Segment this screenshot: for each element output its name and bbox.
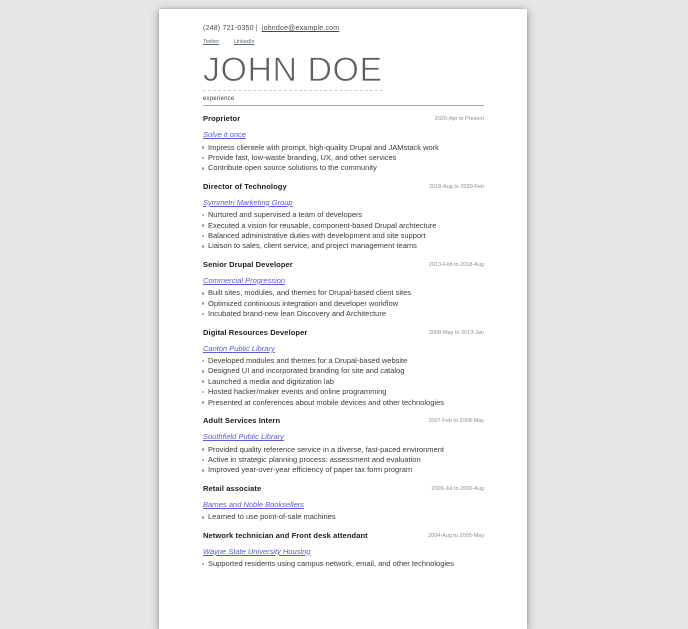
experience-entry [203, 484, 484, 523]
entry-header [203, 114, 484, 124]
job-title: Adult Services Intern [203, 416, 281, 426]
bullet-list [201, 210, 484, 252]
job-dates: 2007-Feb to 2008-May [428, 418, 484, 425]
bullet-item: Designed UI and incorporated branding for site and catalog [201, 366, 484, 376]
job-dates: 2020-Apr to Present [434, 116, 484, 122]
company-link[interactable]: Barnes and Noble Booksellers [203, 499, 304, 509]
job-dates: 2013-Feb to 2018-Aug [428, 261, 484, 268]
bullet-item: Active in strategic planning process: assessment and evaluation [201, 455, 484, 465]
experience-entry [203, 114, 484, 174]
bullet-item: Developed modules and themes for a Drupal-based website [201, 356, 484, 366]
job-dates: 2006-Jul to 2006-Aug [431, 485, 484, 492]
linkedin-link[interactable]: LinkedIn [233, 39, 255, 45]
bullet-item: Optimized continuous integration and developer workflow [201, 299, 484, 309]
job-title: Senior Drupal Developer [203, 259, 293, 269]
entry-header [203, 416, 484, 426]
bullet-list [201, 143, 484, 174]
bullet-item: Nurtured and supervised a team of developers [201, 210, 484, 220]
bullet-list [201, 445, 484, 476]
bullet-list [201, 559, 484, 569]
bullet-item: Launched a media and digitization lab [201, 377, 484, 387]
entry-header [203, 531, 484, 541]
experience-list [203, 114, 484, 570]
entry-header [203, 484, 484, 494]
social-links [203, 39, 484, 46]
bullet-list [201, 288, 484, 319]
company-link[interactable]: Canton Public Library [203, 343, 275, 353]
experience-entry [203, 182, 484, 252]
company-link[interactable]: Commercial Progression [203, 275, 286, 285]
bullet-item: Supported residents using campus network, email, and other technologies [201, 559, 484, 569]
entry-header [203, 260, 484, 270]
bullet-item: Incubated brand-new lean Discovery and Architecture [201, 309, 484, 319]
contact-separator: | [255, 25, 258, 32]
contact-line [203, 25, 484, 33]
company-link[interactable]: Symmetri Marketing Group [203, 197, 293, 207]
job-title: Director of Technology [203, 181, 287, 191]
resume-page [159, 9, 527, 629]
bullet-item: Built sites, modules, and themes for Drupal-based client sites [201, 288, 484, 298]
experience-entry [203, 416, 484, 476]
job-dates: 2018-Aug to 2020-Feb [428, 183, 484, 190]
bullet-item: Liaison to sales, client service, and project management teams [201, 241, 484, 251]
bullet-item: Presented at conferences about mobile devices and other technologies [201, 398, 484, 408]
bullet-list [201, 356, 484, 408]
person-name: JOHN DOE [203, 51, 383, 89]
entry-header [203, 328, 484, 338]
resume-content [159, 9, 527, 580]
bullet-list [201, 512, 484, 522]
bullet-item: Contribute open source solutions to the community [201, 163, 484, 173]
job-title: Retail associate [203, 483, 262, 493]
company-link[interactable]: Solve it once [203, 130, 246, 139]
experience-entry [203, 328, 484, 409]
experience-entry [203, 531, 484, 570]
twitter-link[interactable]: Twitter [203, 39, 220, 45]
job-title: Network technician and Front desk attendant [203, 530, 368, 540]
experience-section-label: experience [203, 96, 235, 102]
experience-entry [203, 260, 484, 320]
company-link[interactable]: Wayne State University Housing [203, 546, 311, 556]
bullet-item: Balanced administrative duties with development and site support [201, 231, 484, 241]
bullet-item: Provide fast, low-waste branding, UX, and other services [201, 153, 484, 163]
bullet-item: Provided quality reference service in a diverse, fast-paced environment [201, 445, 484, 455]
job-dates: 2004-Aug to 2005-May [428, 532, 484, 539]
bullet-item: Executed a vision for reusable, component-based Drupal archtecture [201, 221, 484, 231]
bullet-item: Learned to use point-of-sale machines [201, 512, 484, 522]
bullet-item: Impress clientele with prompt, high-quality Drupal and JAMstack work [201, 143, 484, 153]
email-link[interactable]: johndoe@example.com [261, 25, 340, 32]
bullet-item: Improved year-over-year efficiency of paper tax form program [201, 465, 484, 475]
section-divider [203, 105, 484, 106]
job-title: Proprietor [203, 114, 241, 123]
phone-number: (248) 721-0350 [203, 25, 254, 32]
job-title: Digital Resources Developer [203, 327, 308, 337]
entry-header [203, 182, 484, 192]
bullet-item: Hosted hacker/maker events and online programming [201, 387, 484, 397]
job-dates: 2008-May to 2013-Jan [428, 329, 484, 336]
company-link[interactable]: Southfield Public Library [203, 432, 284, 442]
